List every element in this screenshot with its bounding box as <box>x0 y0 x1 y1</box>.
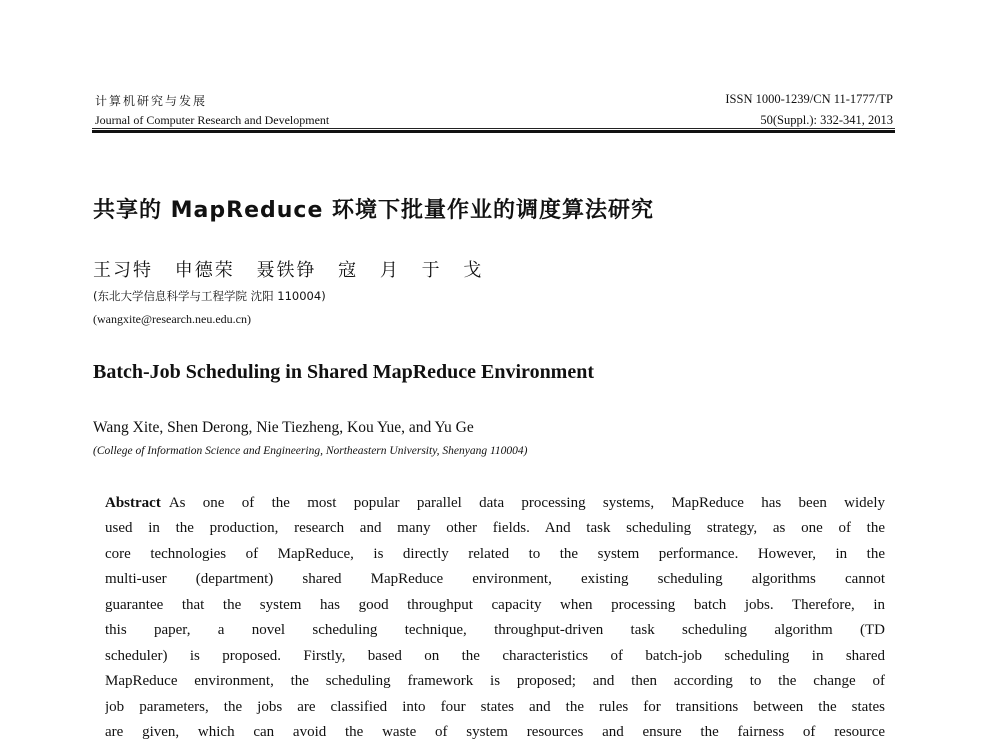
abstract-line: are given, which can avoid the waste of system resources and ensure the fairness of resource <box>105 724 885 740</box>
paper-title-en: Batch-Job Scheduling in Shared MapReduce Environment <box>93 361 595 383</box>
journal-name-en: Journal of Computer Research and Development <box>95 113 330 127</box>
abstract-line: core technologies of MapReduce, is directly related to the system performance. However, in the <box>105 546 885 562</box>
issue-info: 50(Suppl.): 332-341, 2013 <box>760 113 893 127</box>
abstract-line: MapReduce environment, the scheduling framework is proposed; and then according to the change of <box>105 673 885 689</box>
affiliation-cn: (东北大学信息科学与工程学院 沈阳 110004) <box>93 289 326 303</box>
abstract-line: used in the production, research and many other fields. And task scheduling strategy, as one of the <box>105 520 885 536</box>
paper-title-cn: 共享的 MapReduce 环境下批量作业的调度算法研究 <box>93 198 655 223</box>
abstract-text: As one of the most popular parallel data processing systems, MapReduce has been widely <box>168 495 885 511</box>
abstract-line: scheduler) is proposed. Firstly, based on the characteristics of batch-job scheduling in shared <box>105 648 885 664</box>
affiliation-en: (College of Information Science and Engineering, Northeastern University, Shenyang 110004) <box>93 445 528 457</box>
abstract-line <box>105 493 885 513</box>
abstract-line: this paper, a novel scheduling technique, throughput-driven task scheduling algorithm (TD <box>105 622 885 638</box>
header-rule-thick <box>92 130 895 133</box>
abstract-label: Abstract <box>105 495 161 511</box>
header-rule <box>92 128 895 129</box>
issn: ISSN 1000-1239/CN 11-1777/TP <box>725 92 893 106</box>
abstract-line: job parameters, the jobs are classified into four states and the rules for transitions between the states <box>105 699 885 715</box>
journal-name-cn: 计算机研究与发展 <box>95 94 208 108</box>
authors-en: Wang Xite, Shen Derong, Nie Tiezheng, Kou Yue, and Yu Ge <box>93 419 474 436</box>
abstract-line: multi-user (department) shared MapReduce environment, existing scheduling algorithms cannot <box>105 571 885 587</box>
authors-cn: 王习特 申德荣 聂铁铮 寇 月 于 戈 <box>93 260 484 281</box>
author-email: (wangxite@research.neu.edu.cn) <box>93 312 251 326</box>
abstract-line: guarantee that the system has good throughput capacity when processing batch jobs. Therefore, in <box>105 597 885 613</box>
